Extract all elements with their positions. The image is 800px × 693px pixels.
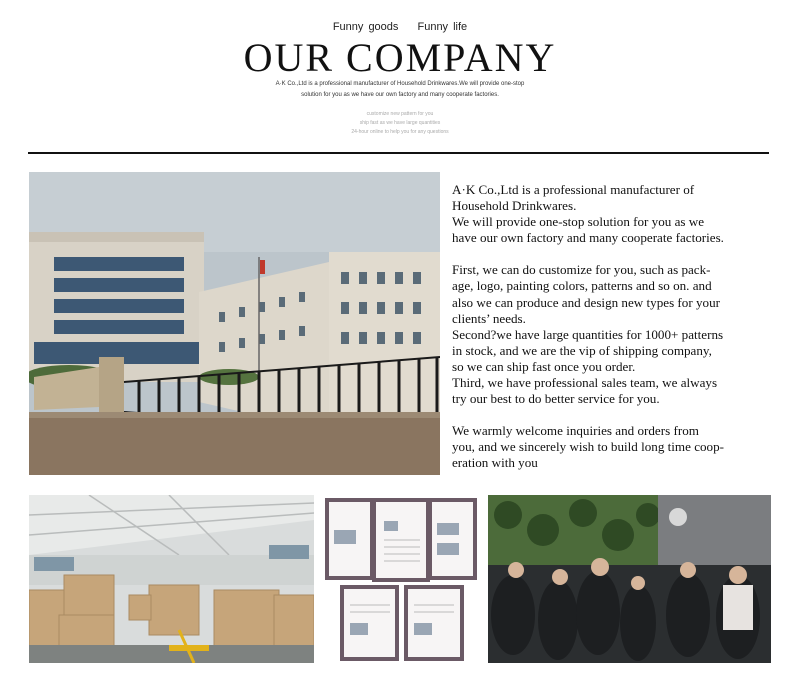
divider: [28, 152, 769, 154]
company-description: [452, 182, 782, 472]
feature-list: [0, 110, 800, 137]
feature-online: 24-hour online to help you for any questions: [351, 129, 449, 135]
warehouse-photo: [29, 495, 314, 663]
description-paragraph-intro: A·K Co.,Ltd is a professional manufacturer of Household Drinkwares. We will provide one-stop solution for you as we have our own factory and many cooperate factories.: [452, 182, 724, 246]
description-paragraph-services: First, we can do customize for you, such as pack- age, logo, painting colors, patterns and so on. and also we can produce and design new types for your clients’ needs. Second?we have large quantities for 1000+ patterns in stock, and we are the vip of shipping company, so we can ship fast once you order. Third, we have professional sales team, we always try our best to do better service for you.: [452, 262, 724, 407]
exhibition-photo: [488, 495, 771, 663]
intro-line-2: solution for you as we have our own factory and many cooperate factories.: [301, 92, 499, 98]
feature-ship-fast: ship fast as we have large quantities: [359, 120, 441, 126]
feature-customize: customize new pattern for you: [366, 111, 434, 117]
tagline-funny-goods: Funny goods: [332, 21, 399, 33]
intro-line-1: A·K Co.,Ltd is a professional manufacturer of Household Drinkwares.We will provide one-stop: [275, 81, 525, 87]
factory-photo: [29, 172, 440, 475]
tagline: [0, 21, 800, 33]
certificates-photo: [322, 495, 480, 663]
description-paragraph-welcome: We warmly welcome inquiries and orders from you, and we sincerely wish to build long time coop- eration with you: [452, 423, 725, 471]
tagline-funny-life: Funny life: [417, 21, 468, 33]
page-title: OUR COMPANY: [243, 35, 557, 80]
intro-text: [0, 79, 800, 101]
